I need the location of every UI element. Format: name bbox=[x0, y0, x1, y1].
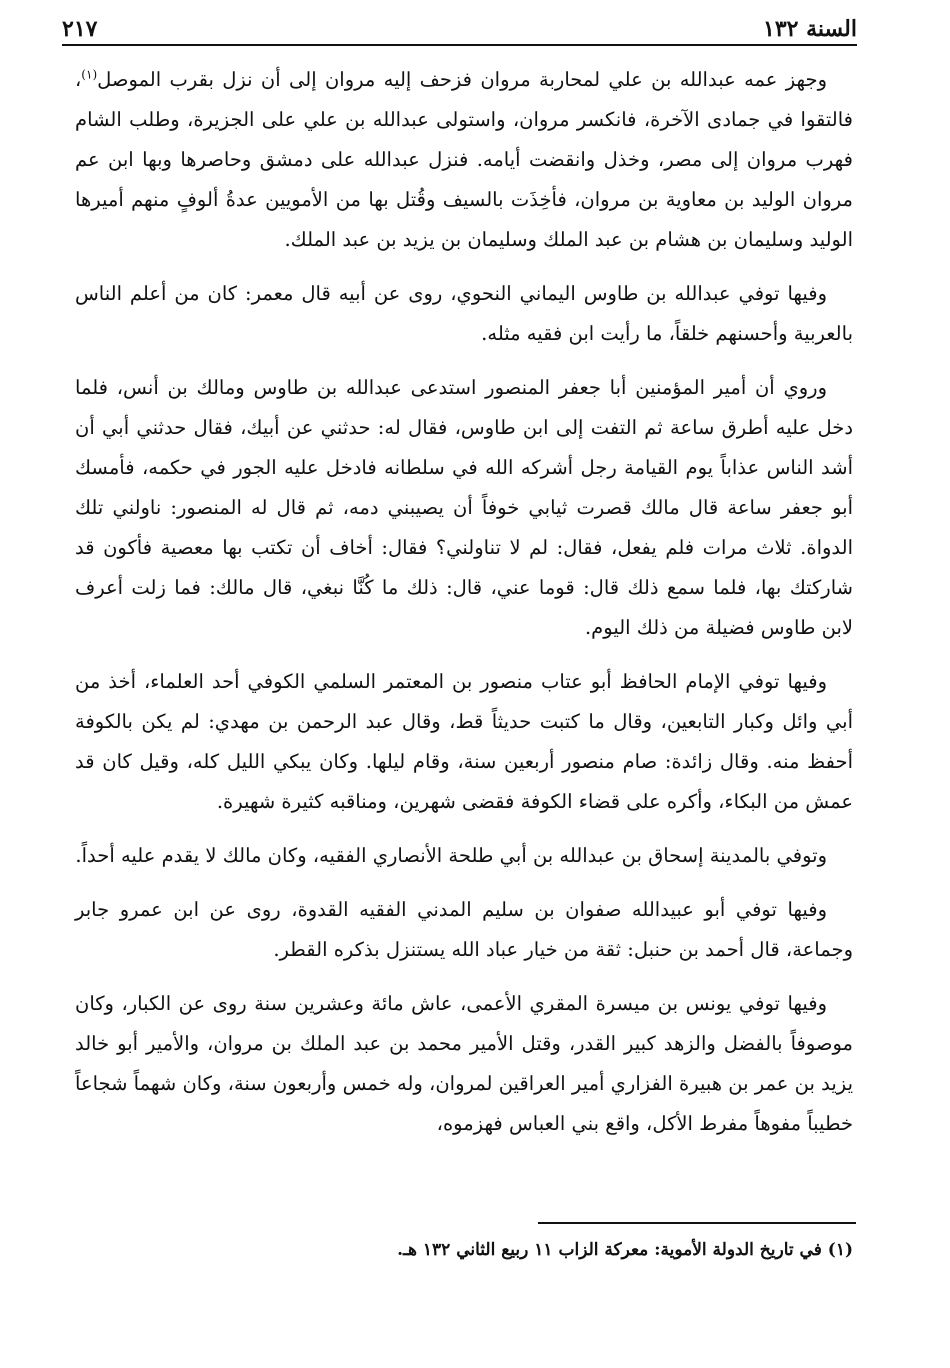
paragraph: وفيها توفي الإمام الحافظ أبو عتاب منصور بن المعتمر السلمي الكوفي أحد العلماء، أخذ من أبي وائل وكبار التابعين، وقال ما كتبت حديثاً قط، وقال عبد الرحمن بن مهدي: لم يكن بالكوفة أحفظ منه. وقال زائدة: صام منصور أربعين سنة، وقام ليلها. وكان يبكي الليل كله، وقيل كان قد عمش من البكاء، وأكره على قضاء الكوفة فقضى شهرين، ومناقبه كثيرة شهيرة. bbox=[75, 670, 853, 813]
header-rule bbox=[62, 44, 857, 46]
running-header bbox=[62, 8, 857, 42]
page-number: ٢١٧ bbox=[62, 16, 98, 42]
main-text bbox=[75, 60, 853, 1158]
footnote bbox=[75, 1236, 853, 1264]
paragraph: وفيها توفي يونس بن ميسرة المقري الأعمى، عاش مائة وعشرين سنة روى عن الكبار، وكان موصوفاً بالفضل والزهد كبير القدر، وقتل الأمير محمد بن عبد الملك بن مروان، والأمير أبو خالد يزيد بن عمر بن هبيرة الفزاري أمير العراقين لمروان، وله خمس وأربعون سنة، وكان شهماً شجاعاً خطيباً مفوهاً مفرط الأكل، واقع بني العباس فهزموه، bbox=[75, 992, 853, 1135]
footnote-rule bbox=[538, 1222, 856, 1224]
paragraph: وروي أن أمير المؤمنين أبا جعفر المنصور استدعى عبدالله بن طاوس ومالك بن أنس، فلما دخل عليه أطرق ساعة ثم التفت إلى ابن طاوس، فقال له: حدثني عن أبيك، فقال حدثني أبي أن أشد الناس عذاباً يوم القيامة رجل أشركه الله في سلطانه فادخل عليه الجور في حكمه، فأمسك أبو جعفر ساعة قال مالك قصرت ثيابي خوفاً أن يصيبني دمه، ثم قال له المنصور: ناولني تلك الدواة. ثلاث مرات فلم يفعل، فقال: لم لا تناولني؟ فقال: أخاف أن تكتب بها معصية فأكون قد شاركتك بها، فلما سمع ذلك قال: قوما عني، قال: ذلك ما كُنَّا نبغي، قال مالك: فما زلت أعرف لابن طاوس فضيلة من ذلك اليوم. bbox=[75, 376, 853, 639]
footnote-marker: (١) bbox=[827, 1240, 853, 1260]
paragraph: وجهز عمه عبدالله بن علي لمحاربة مروان فزحف إليه مروان إلى أن نزل بقرب الموصل$^{(١)}$، فالتقوا في جمادى الآخرة، فانكسر مروان، واستولى عبدالله بن علي على الجزيرة، وطلب الشام فهرب مروان إلى مصر، وخذل وانقضت أيامه. فنزل عبدالله على دمشق وحاصرها وبها ابن عم مروان الوليد بن معاوية بن مروان، فأخِذَت بالسيف وقُتل بها من الأمويين عدةُ ألوفٍ منهم أميرها الوليد وسليمان بن هشام بن عبد الملك وسليمان بن يزيد بن عبد الملك. bbox=[75, 67, 853, 251]
running-title: السنة ١٣٢ bbox=[763, 16, 857, 42]
paragraph: وفيها توفي أبو عبيدالله صفوان بن سليم المدني الفقيه القدوة، روى عن ابن عمرو جابر وجماعة، قال أحمد بن حنبل: ثقة من خيار عباد الله يستنزل بذكره القطر. bbox=[75, 898, 853, 961]
footnote-text: في تاريخ الدولة الأموية: معركة الزاب ١١ ربيع الثاني ١٣٢ هـ. bbox=[397, 1240, 822, 1260]
paragraph: وفيها توفي عبدالله بن طاوس اليماني النحوي، روى عن أبيه قال معمر: كان من أعلم الناس بالعربية وأحسنهم خلقاً، ما رأيت ابن فقيه مثله. bbox=[75, 282, 853, 345]
footnote-reference[interactable]: (١) bbox=[81, 67, 98, 82]
paragraph: وتوفي بالمدينة إسحاق بن عبدالله بن أبي طلحة الأنصاري الفقيه، وكان مالك لا يقدم عليه أحداً. bbox=[75, 844, 827, 867]
